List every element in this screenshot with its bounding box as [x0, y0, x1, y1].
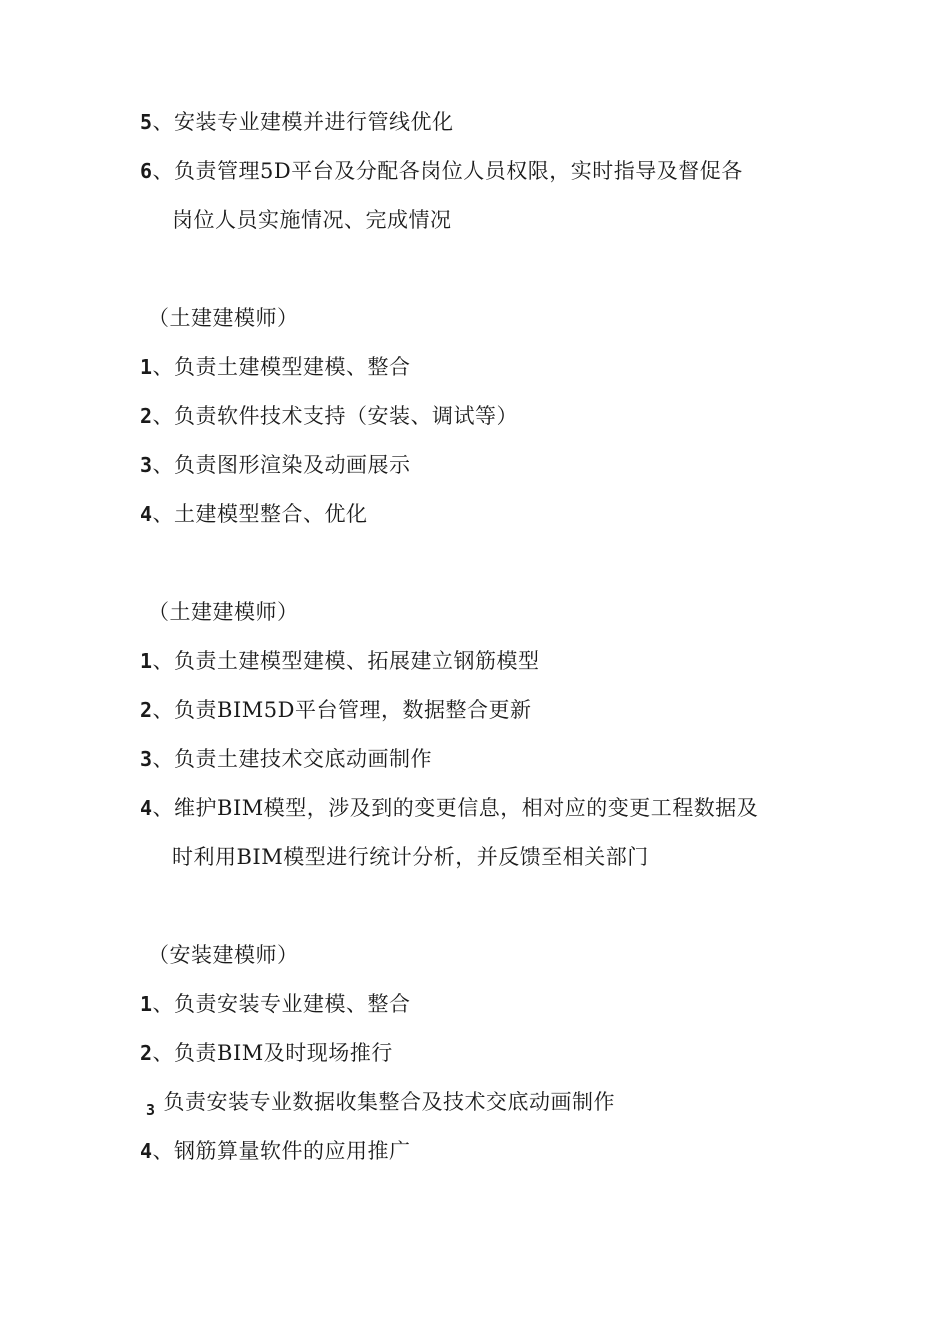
item-number: 6: [140, 159, 153, 183]
item-number: 3: [146, 1101, 156, 1119]
section-heading: （安装建模师）: [148, 943, 299, 967]
item-number: 5: [140, 110, 153, 134]
list-item: [140, 745, 432, 773]
item-number: 2: [140, 1041, 153, 1065]
list-item: [140, 451, 411, 479]
item-text: 、负责BIM5D平台管理，数据整合更新: [152, 698, 532, 722]
item-number: 3: [140, 453, 153, 477]
item-text: 、负责管理5D平台及分配各岗位人员权限，实时指导及督促各: [152, 159, 743, 183]
item-number: 1: [140, 355, 153, 379]
item-number: 2: [140, 698, 153, 722]
item-text: 、土建模型整合、优化: [152, 502, 368, 526]
list-item: [140, 353, 411, 381]
list-item: [140, 647, 540, 675]
item-text: 、负责安装专业建模、整合: [152, 992, 411, 1016]
list-item: [140, 990, 411, 1018]
list-item: [140, 696, 531, 724]
item-text: 负责安装专业数据收集整合及技术交底动画制作: [163, 1090, 616, 1114]
item-number: 1: [140, 992, 153, 1016]
list-item: [140, 794, 758, 822]
item-text: 、安装专业建模并进行管线优化: [152, 110, 454, 134]
item-text: 、负责BIM及时现场推行: [152, 1041, 393, 1065]
list-item: [140, 1137, 411, 1165]
list-item-continuation: 时利用BIM模型进行统计分析，并反馈至相关部门: [172, 845, 649, 869]
item-number: 3: [140, 747, 153, 771]
item-number: 1: [140, 649, 153, 673]
item-text: 、钢筋算量软件的应用推广: [152, 1139, 411, 1163]
item-text: 、负责图形渲染及动画展示: [152, 453, 411, 477]
list-item: [140, 402, 518, 430]
list-item: [140, 1039, 393, 1067]
item-text: 、维护BIM模型，涉及到的变更信息，相对应的变更工程数据及: [152, 796, 759, 820]
item-number: 4: [140, 796, 153, 820]
item-text: 、负责土建技术交底动画制作: [152, 747, 433, 771]
item-text: 、负责土建模型建模、拓展建立钢筋模型: [152, 649, 540, 673]
item-text: 、负责土建模型建模、整合: [152, 355, 411, 379]
item-number: 2: [140, 404, 153, 428]
section-heading: （土建建模师）: [148, 600, 299, 624]
item-text: 、负责软件技术支持（安装、调试等）: [152, 404, 519, 428]
section-heading: （土建建模师）: [148, 306, 299, 330]
item-number: 4: [140, 502, 153, 526]
list-item: [146, 1088, 615, 1118]
list-item: [140, 500, 368, 528]
list-item: [140, 157, 743, 185]
item-number: 4: [140, 1139, 153, 1163]
list-item-continuation: 岗位人员实施情况、完成情况: [172, 208, 452, 232]
list-item: [140, 108, 454, 136]
